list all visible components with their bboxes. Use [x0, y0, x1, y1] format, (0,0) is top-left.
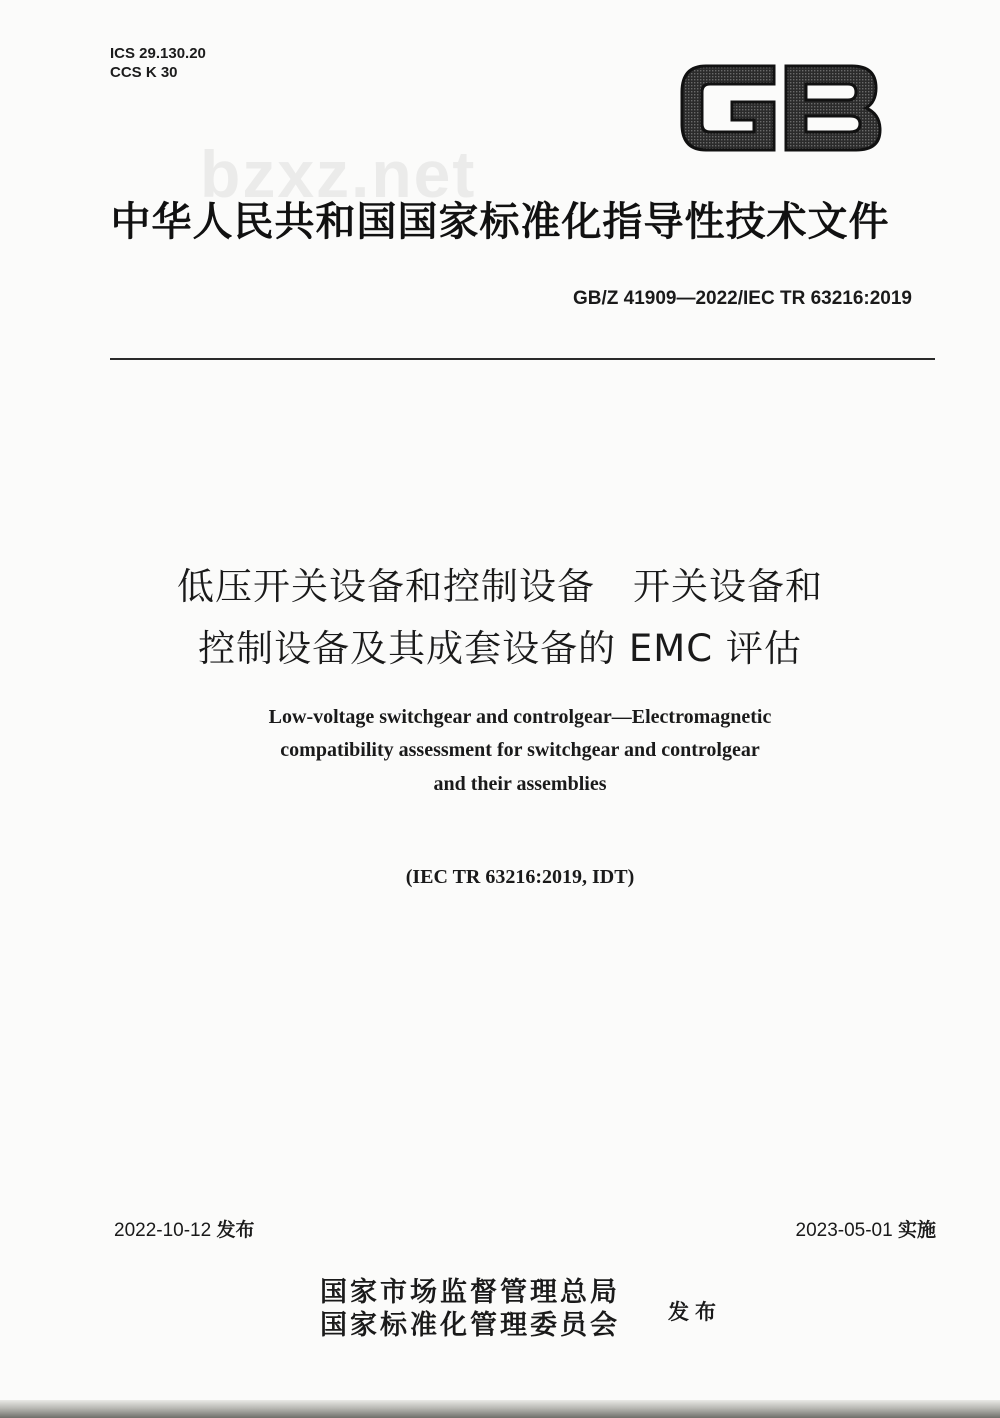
page-bottom-edge [0, 1400, 1000, 1418]
ics-code: ICS 29.130.20 [110, 45, 206, 62]
title-en-line-2: compatibility assessment for switchgear and controlgear [280, 739, 760, 761]
issue-date-suffix: 发布 [216, 1219, 255, 1241]
header-divider [110, 358, 935, 360]
implementation-date-suffix: 实施 [897, 1219, 936, 1241]
title-en-line-1: Low-voltage switchgear and controlgear—Electromagnetic [268, 706, 772, 728]
document-type-heading: 中华人民共和国国家标准化指导性技术文件 [110, 199, 890, 245]
issuing-authorities [320, 1276, 620, 1342]
issue-date [114, 1215, 255, 1242]
implementation-date-value: 2023-05-01 [795, 1220, 893, 1241]
implementation-date [796, 1215, 937, 1242]
title-en-line-3: and their assemblies [433, 773, 607, 795]
standard-number: GB/Z 41909—2022/IEC TR 63216:2019 [572, 288, 912, 309]
classification-codes [110, 44, 206, 82]
title-zh-line-2: 控制设备及其成套设备的 EMC 评估 [198, 627, 802, 670]
publish-label: 发布 [668, 1299, 722, 1324]
watermark: bzxz.net [200, 137, 477, 211]
issue-date-value: 2022-10-12 [114, 1220, 212, 1241]
authority-samr: 国家市场监督管理总局 [320, 1277, 620, 1308]
authority-sac: 国家标准化管理委员会 [320, 1310, 620, 1341]
gb-logo [676, 52, 886, 164]
adoption-note: (IEC TR 63216:2019, IDT) [405, 866, 635, 888]
title-zh-line-1: 低压开关设备和控制设备 开关设备和 [177, 565, 823, 608]
ccs-code: CCS K 30 [110, 64, 178, 81]
